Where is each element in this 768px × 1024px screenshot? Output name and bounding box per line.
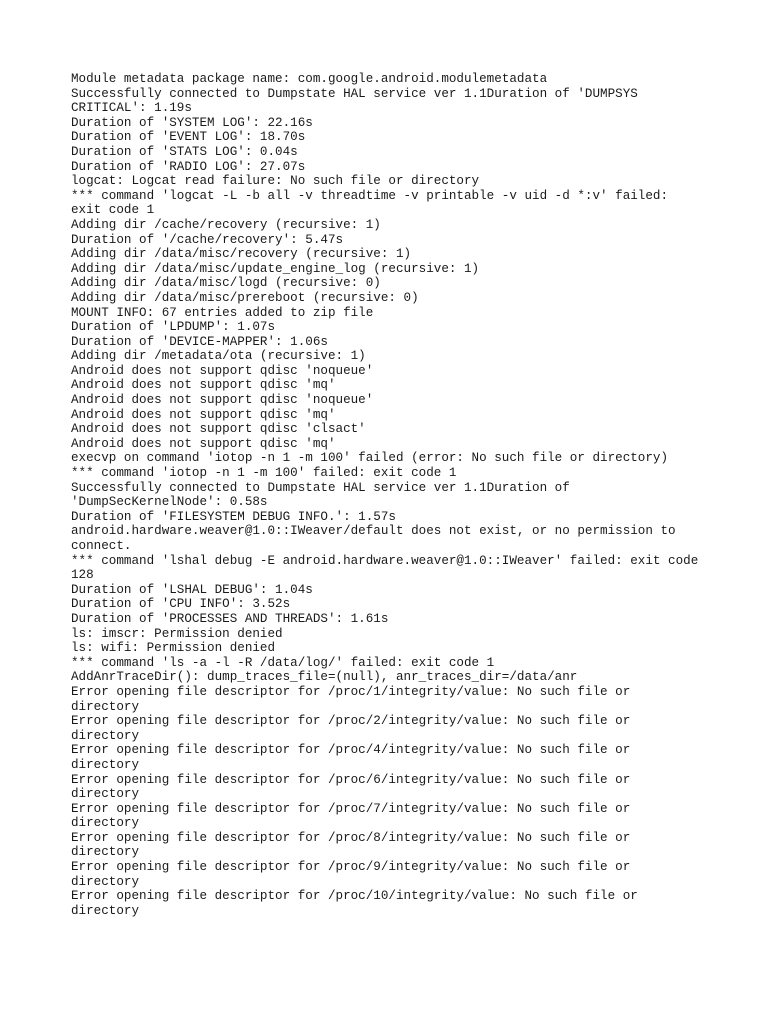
- log-line: Duration of 'DEVICE-MAPPER': 1.06s: [71, 334, 328, 349]
- log-line: Successfully connected to Dumpstate HAL service ver 1.1Duration of 'DumpSecKernelNode': 0.58s: [71, 480, 578, 510]
- log-line: *** command 'ls -a -l -R /data/log/' failed: exit code 1: [71, 655, 495, 670]
- log-line: Android does not support qdisc 'mq': [71, 407, 336, 422]
- log-line: *** command 'lshal debug -E android.hardware.weaver@1.0::IWeaver' failed: exit code 128: [71, 553, 706, 583]
- log-line: Adding dir /data/misc/update_engine_log (recursive: 1): [71, 261, 480, 276]
- log-line: Android does not support qdisc 'noqueue': [71, 393, 374, 408]
- log-line: Android does not support qdisc 'mq': [71, 436, 336, 451]
- log-line: Error opening file descriptor for /proc/4/integrity/value: No such file or directory: [71, 743, 638, 772]
- log-line: Duration of 'LPDUMP': 1.07s: [71, 320, 276, 335]
- log-line: Adding dir /metadata/ota (recursive: 1): [71, 349, 366, 364]
- log-line: Adding dir /cache/recovery (recursive: 1): [71, 217, 381, 232]
- log-line: *** command 'logcat -L -b all -v threadtime -v printable -v uid -d *:v' failed: exit code 1: [71, 188, 676, 218]
- log-line: *** command 'iotop -n 1 -m 100' failed: exit code 1: [71, 466, 457, 481]
- log-line: Duration of 'SYSTEM LOG': 22.16s: [71, 115, 313, 130]
- log-line: AddAnrTraceDir(): dump_traces_file=(null), anr_traces_dir=/data/anr: [71, 670, 578, 685]
- log-line: Error opening file descriptor for /proc/1/integrity/value: No such file or directory: [71, 684, 638, 714]
- log-text-body: [71, 72, 706, 918]
- log-line: Error opening file descriptor for /proc/8/integrity/value: No such file or directory: [71, 830, 638, 860]
- log-line: Android does not support qdisc 'noqueue': [71, 363, 374, 378]
- log-line: Successfully connected to Dumpstate HAL service ver 1.1Duration of 'DUMPSYS CRITICAL': 1.19s: [71, 86, 646, 116]
- log-line: logcat: Logcat read failure: No such file or directory: [71, 174, 480, 189]
- log-line: ls: wifi: Permission denied: [71, 641, 276, 656]
- log-line: MOUNT INFO: 67 entries added to zip file: [71, 305, 374, 320]
- log-line: ls: imscr: Permission denied: [71, 626, 283, 641]
- log-line: Module metadata package name: com.google.android.modulemetadata: [71, 72, 548, 86]
- log-line: Error opening file descriptor for /proc/7/integrity/value: No such file or directory: [71, 801, 638, 831]
- log-line: Duration of 'FILESYSTEM DEBUG INFO.': 1.57s: [71, 509, 396, 524]
- log-line: Adding dir /data/misc/recovery (recursive: 1): [71, 247, 412, 262]
- log-line: Duration of 'CPU INFO': 3.52s: [71, 597, 291, 612]
- log-line: Error opening file descriptor for /proc/6/integrity/value: No such file or directory: [71, 772, 638, 802]
- log-line: Duration of 'STATS LOG': 0.04s: [71, 144, 298, 159]
- log-line: Adding dir /data/misc/prereboot (recursive: 0): [71, 290, 419, 305]
- log-line: Duration of 'LSHAL DEBUG': 1.04s: [71, 582, 313, 597]
- log-line: execvp on command 'iotop -n 1 -m 100' failed (error: No such file or directory): [71, 451, 669, 466]
- log-line: Error opening file descriptor for /proc/2/integrity/value: No such file or directory: [71, 714, 638, 743]
- log-line: Duration of 'EVENT LOG': 18.70s: [71, 130, 306, 145]
- log-line: Error opening file descriptor for /proc/10/integrity/value: No such file or directory: [71, 889, 646, 918]
- log-line: Android does not support qdisc 'clsact': [71, 422, 366, 437]
- log-line: Error opening file descriptor for /proc/9/integrity/value: No such file or directory: [71, 860, 638, 889]
- log-line: Duration of 'RADIO LOG': 27.07s: [71, 159, 306, 174]
- log-line: Duration of 'PROCESSES AND THREADS': 1.61s: [71, 611, 389, 626]
- log-line: Adding dir /data/misc/logd (recursive: 0): [71, 276, 381, 291]
- log-line: Duration of '/cache/recovery': 5.47s: [71, 232, 344, 247]
- log-line: Android does not support qdisc 'mq': [71, 378, 336, 393]
- log-line: android.hardware.weaver@1.0::IWeaver/default does not exist, or no permission to connect.: [71, 524, 684, 553]
